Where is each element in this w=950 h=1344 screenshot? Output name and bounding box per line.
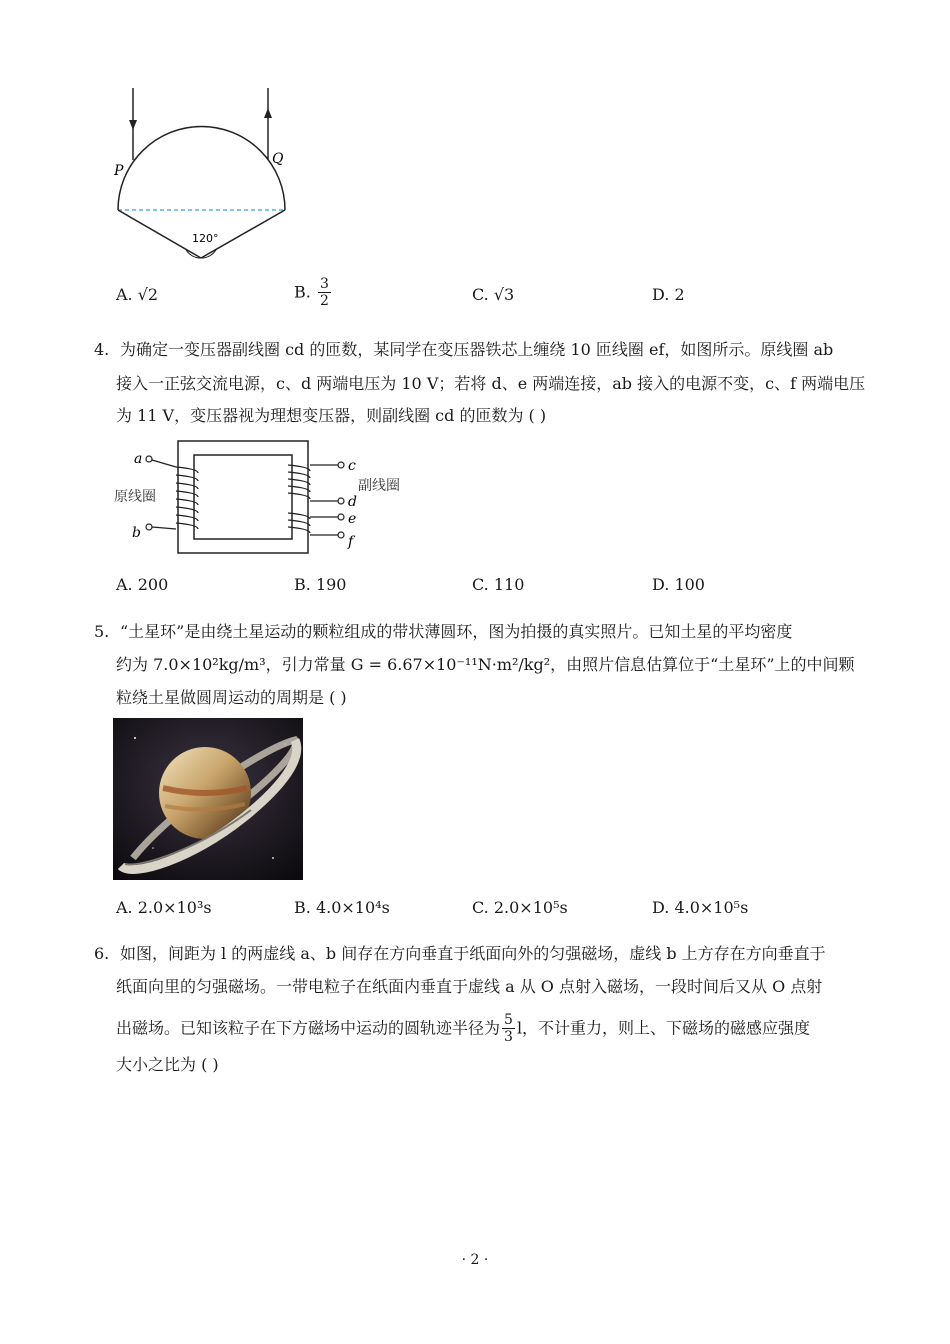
option-letter: B. bbox=[294, 282, 311, 302]
option-letter: A. bbox=[116, 575, 133, 594]
q3-figure bbox=[100, 80, 310, 270]
frac-den: 2 bbox=[319, 293, 329, 309]
option-value: 190 bbox=[315, 575, 347, 594]
q5-line-2: 约为 7.0×10²kg/m³，引力常量 G = 6.67×10⁻¹¹N·m²/kg²，由照片信息估算位于“土星环”上的中间颗 bbox=[116, 655, 855, 674]
terminal-d: d bbox=[348, 494, 357, 510]
q4-option-b[interactable] bbox=[294, 575, 346, 595]
q4-line-2: 接入一正弦交流电源，c、d 两端电压为 10 V；若将 d、e 两端连接，ab 接入的电源不变，c、f 两端电压 bbox=[116, 374, 866, 393]
option-letter: C. bbox=[472, 898, 489, 917]
terminal-c: c bbox=[348, 458, 356, 474]
q6-number: 6. bbox=[94, 944, 110, 963]
primary-coil-label: 原线圈 bbox=[114, 489, 156, 505]
option-value: 2 bbox=[674, 285, 685, 304]
frac-num: 5 bbox=[504, 1012, 513, 1028]
frac-den: 3 bbox=[504, 1029, 513, 1045]
q6-line-2: 纸面向里的匀强磁场。一带电粒子在纸面内垂直于虚线 a 从 O 点射入磁场，一段时间后又从 O 点射 bbox=[116, 977, 823, 996]
terminal-a: a bbox=[134, 451, 143, 467]
option-letter: A. bbox=[116, 285, 133, 304]
q4-option-c[interactable] bbox=[472, 575, 524, 595]
q5-line-1: “土星环”是由绕土星运动的颗粒组成的带状薄圆环，图为拍摄的真实照片。已知土星的平均密度 bbox=[120, 622, 793, 641]
q4-number: 4. bbox=[94, 340, 110, 359]
option-letter: B. bbox=[294, 898, 311, 917]
q6-line-4: 大小之比为 ( ) bbox=[116, 1055, 219, 1074]
q6-line-3-pre: 出磁场。已知该粒子在下方磁场中运动的圆轨迹半径为 bbox=[116, 1018, 501, 1038]
page-number: · 2 · bbox=[461, 1252, 489, 1268]
q5-option-a[interactable] bbox=[116, 898, 212, 918]
option-value: 4.0×10⁴s bbox=[315, 898, 390, 917]
option-value: 2.0×10³s bbox=[137, 898, 212, 917]
option-letter: C. bbox=[472, 575, 489, 594]
q4-option-a[interactable] bbox=[116, 575, 168, 595]
option-letter: A. bbox=[116, 898, 133, 917]
fraction bbox=[318, 276, 331, 309]
option-value: 2.0×10⁵s bbox=[493, 898, 568, 917]
option-value: 200 bbox=[137, 575, 169, 594]
q6-line-1: 如图，间距为 l 的两虚线 a、b 间存在方向垂直于纸面向外的匀强磁场，虚线 b 上方存在方向垂直于 bbox=[120, 944, 826, 963]
q5-option-b[interactable] bbox=[294, 898, 390, 918]
transformer-figure bbox=[108, 435, 428, 560]
option-letter: D. bbox=[652, 575, 670, 594]
option-letter: D. bbox=[652, 898, 670, 917]
q5-option-d[interactable] bbox=[652, 898, 748, 918]
q4-option-d[interactable] bbox=[652, 575, 705, 595]
terminal-b: b bbox=[132, 525, 141, 541]
q3-option-b[interactable] bbox=[294, 276, 333, 309]
terminal-e: e bbox=[348, 511, 357, 527]
terminal-f: f bbox=[348, 534, 354, 550]
q3-option-a[interactable] bbox=[116, 285, 158, 305]
secondary-coil-label: 副线圈 bbox=[358, 478, 400, 494]
q6-line-3-post: l，不计重力，则上、下磁场的磁感应强度 bbox=[516, 1018, 811, 1038]
frac-num: 3 bbox=[319, 276, 329, 292]
angle-label: 120° bbox=[192, 232, 219, 245]
q4-line-1: 为确定一变压器副线圈 cd 的匝数，某同学在变压器铁芯上缠绕 10 匝线圈 ef，如图所示。原线圈 ab bbox=[120, 340, 834, 359]
option-value: √2 bbox=[137, 285, 159, 304]
q5-number: 5. bbox=[94, 622, 110, 641]
option-letter: D. bbox=[652, 285, 670, 304]
fraction bbox=[502, 1012, 515, 1045]
q5-option-c[interactable] bbox=[472, 898, 568, 918]
label-p: P bbox=[114, 163, 124, 179]
option-value: 4.0×10⁵s bbox=[674, 898, 749, 917]
q6-line-3 bbox=[116, 1012, 810, 1045]
option-value: 100 bbox=[674, 575, 705, 594]
option-letter: B. bbox=[294, 575, 311, 594]
option-value: √3 bbox=[493, 285, 515, 304]
q5-line-3: 粒绕土星做圆周运动的周期是 ( ) bbox=[116, 688, 347, 707]
label-q: Q bbox=[272, 151, 284, 167]
option-letter: C. bbox=[472, 285, 489, 304]
q4-line-3: 为 11 V，变压器视为理想变压器，则副线圈 cd 的匝数为 ( ) bbox=[116, 406, 547, 425]
q3-option-d[interactable] bbox=[652, 285, 685, 305]
q3-option-c[interactable] bbox=[472, 285, 514, 305]
option-value: 110 bbox=[493, 575, 525, 594]
saturn-photo bbox=[113, 718, 303, 880]
